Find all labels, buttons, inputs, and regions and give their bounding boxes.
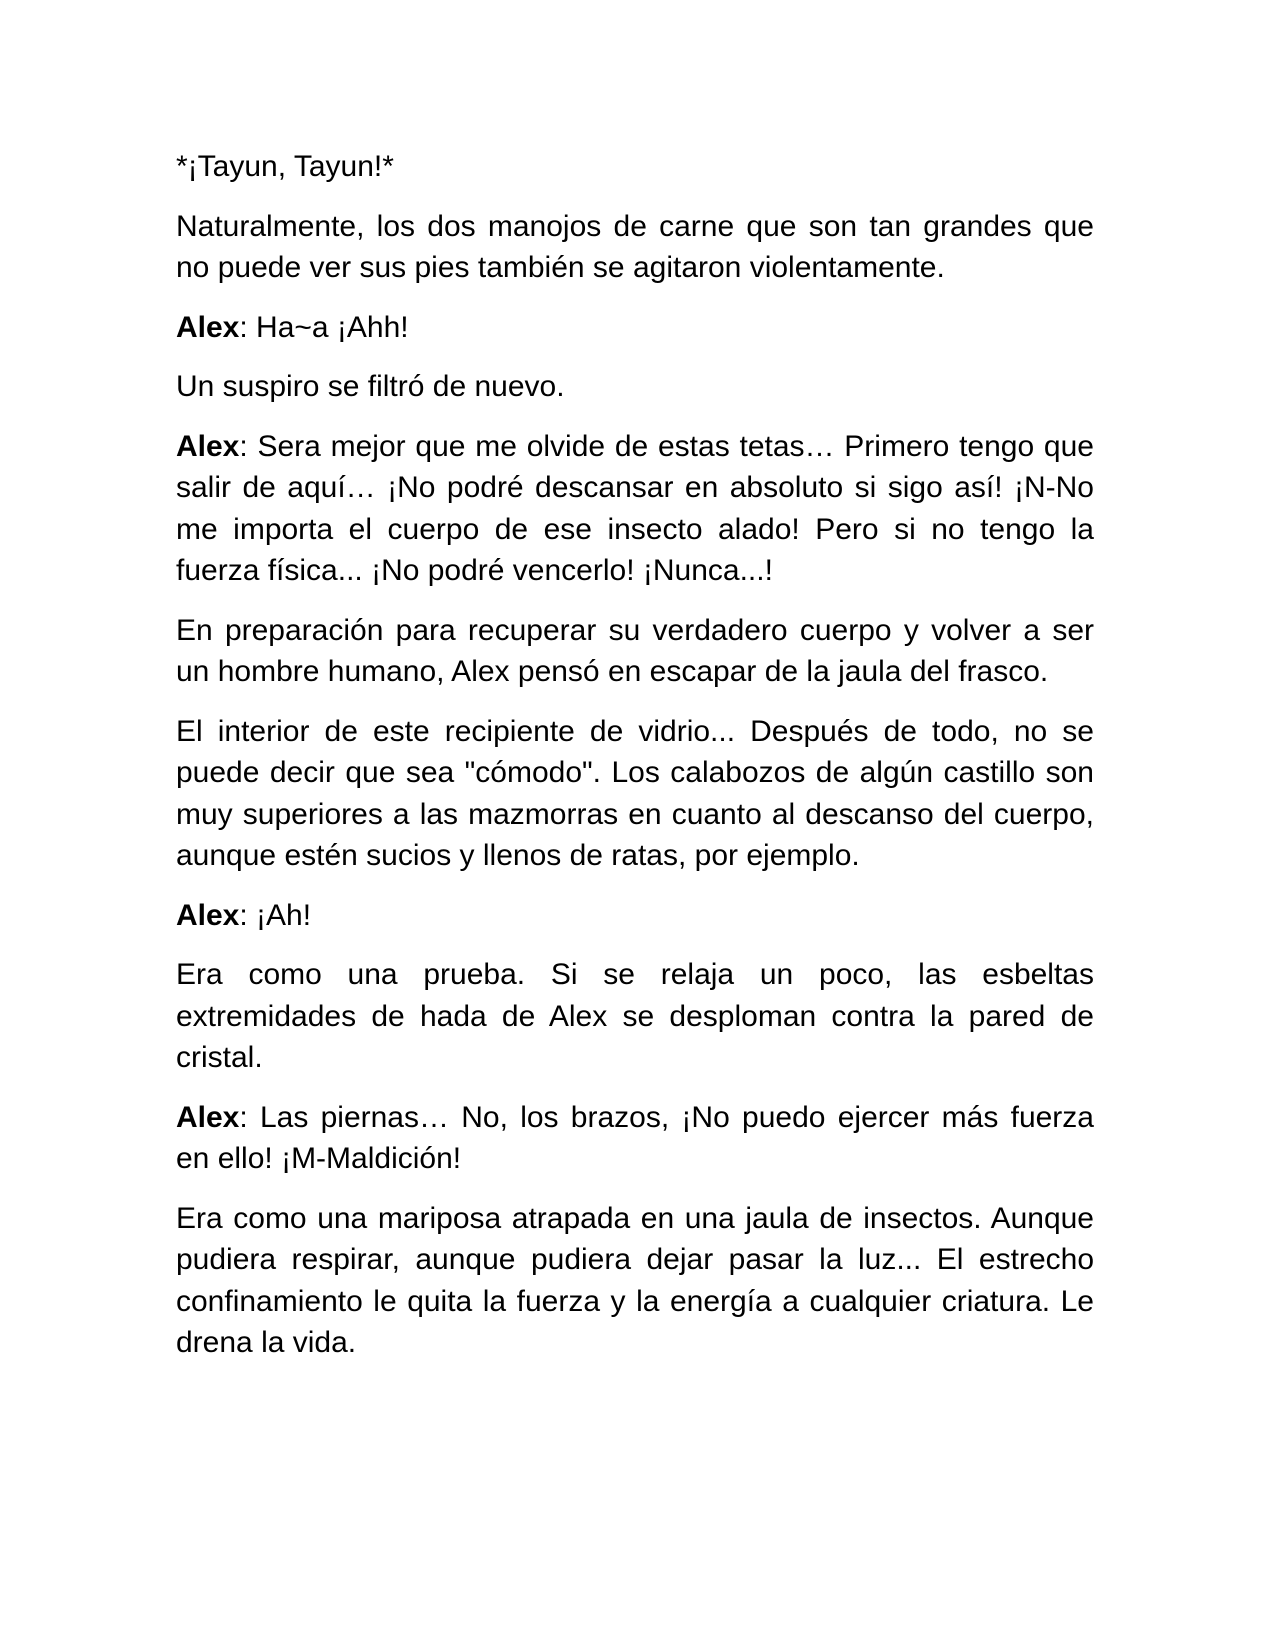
paragraph-text: *¡Tayun, Tayun!* [176, 150, 394, 183]
dialogue-paragraph [176, 426, 1094, 592]
paragraph [176, 146, 1094, 188]
paragraph [176, 954, 1094, 1079]
dialogue-paragraph [176, 307, 1094, 349]
speaker-name: Alex [176, 898, 240, 932]
dialogue-text: : Sera mejor que me olvide de estas tetas… Primero tengo que salir de aquí… ¡No podré descansar en absoluto si sigo así! ¡N-No me importa el cuerpo de ese insecto alado! Pero si no tengo la fuerza física... ¡No podré vencerlo! ¡Nunca...! [176, 429, 1094, 587]
speaker-name: Alex [176, 310, 240, 344]
paragraph [176, 711, 1094, 877]
paragraph-text: Era como una mariposa atrapada en una jaula de insectos. Aunque pudiera respirar, aunque pudiera dejar pasar la luz... El estrecho confinamiento le quita la fuerza y la energía a cualquier criatura. Le drena la vida. [176, 1201, 1094, 1359]
paragraph-text: Naturalmente, los dos manojos de carne que son tan grandes que no puede ver sus pies también se agitaron violentamente. [176, 209, 1094, 284]
paragraph-text: En preparación para recuperar su verdadero cuerpo y volver a ser un hombre humano, Alex pensó en escapar de la jaula del frasco. [176, 613, 1094, 688]
paragraph [176, 206, 1094, 289]
paragraph [176, 610, 1094, 693]
speaker-name: Alex [176, 429, 240, 463]
dialogue-text: : Las piernas… No, los brazos, ¡No puedo ejercer más fuerza en ello! ¡M-Maldición! [176, 1100, 1094, 1175]
document-page [176, 146, 1094, 1382]
dialogue-paragraph [176, 1097, 1094, 1180]
paragraph [176, 366, 1094, 408]
paragraph-text: Era como una prueba. Si se relaja un poco, las esbeltas extremidades de hada de Alex se desploman contra la pared de cristal. [176, 958, 1094, 1074]
speaker-name: Alex [176, 1100, 240, 1134]
paragraph [176, 1198, 1094, 1364]
dialogue-paragraph [176, 895, 1094, 937]
paragraph-text: El interior de este recipiente de vidrio... Después de todo, no se puede decir que sea "cómodo". Los calabozos de algún castillo son muy superiores a las mazmorras en cuanto al descanso del cuerpo, aunque estén sucios y llenos de ratas, por ejemplo. [176, 714, 1094, 872]
paragraph-text: Un suspiro se filtró de nuevo. [176, 370, 565, 403]
dialogue-text: : ¡Ah! [239, 898, 312, 932]
dialogue-text: : Ha~a ¡Ahh! [239, 310, 409, 344]
